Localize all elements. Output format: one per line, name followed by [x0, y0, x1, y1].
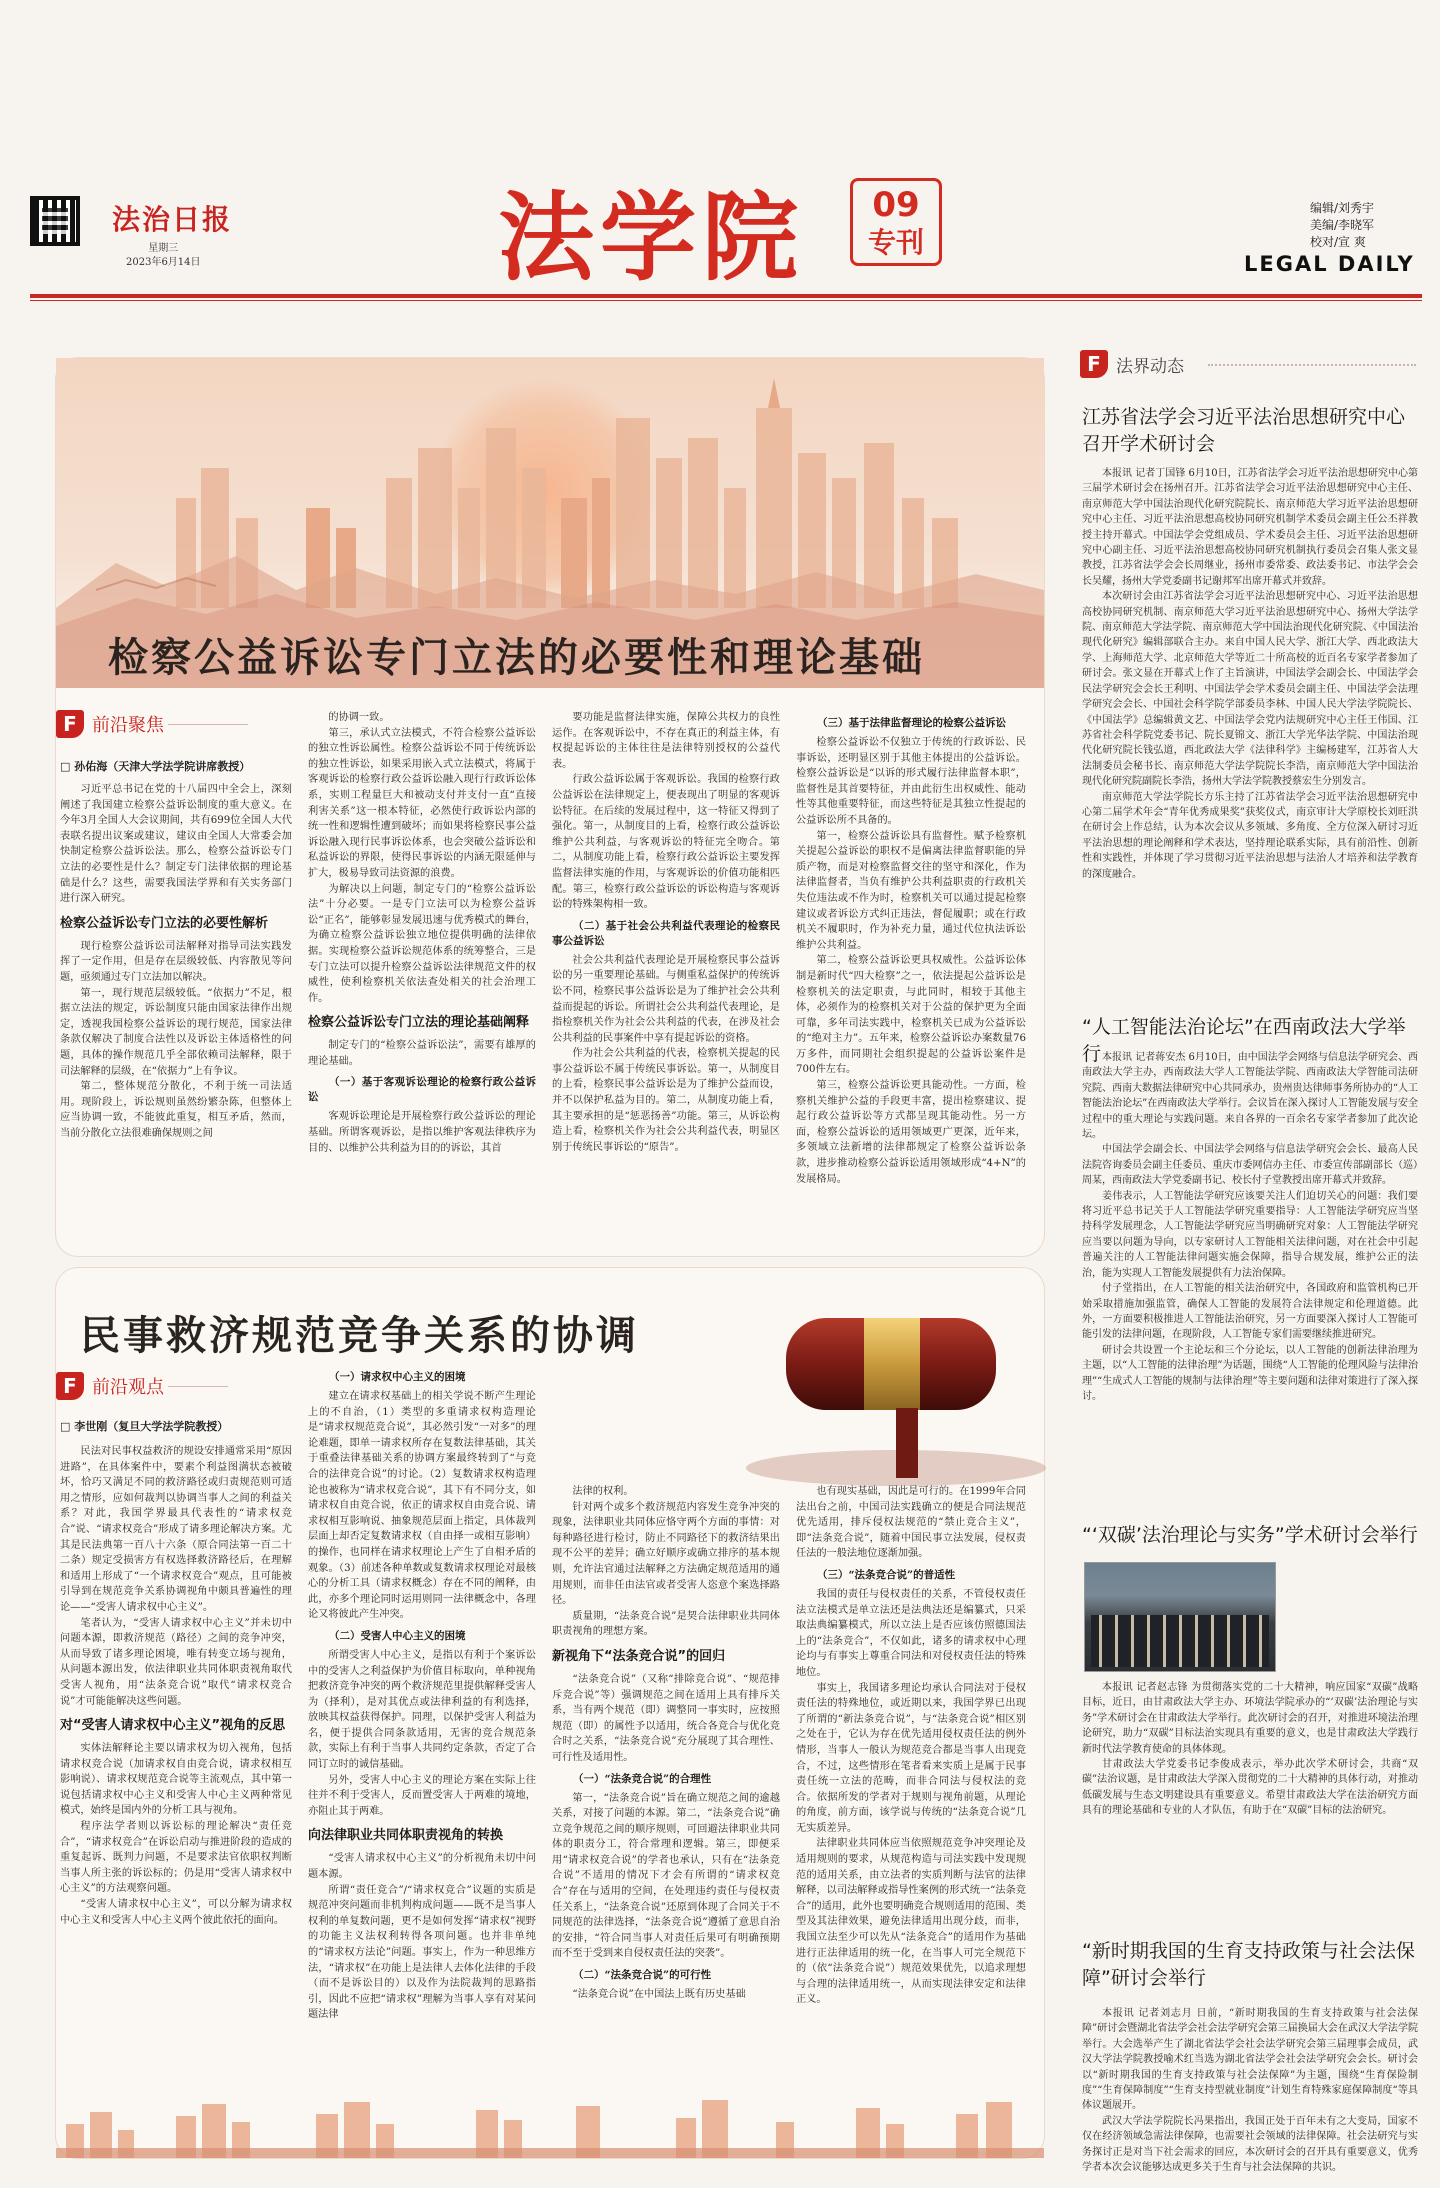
weekday: 星期三 — [148, 243, 179, 254]
paragraph: 法律的权利。 — [572, 1486, 634, 1497]
paragraph: 针对两个或多个救济规范内容发生竞争冲突的现象，法律职业共同体应恪守两个方面的事情：对每种路径进行检讨，防止不同路径下的救济结果出现不公平的差异；确立好顺序或确立排序的基本规则，允许法官通过法解释之方法确定规范适用的通用规则，而非任由法官或者受害人恣意个案选择路径。 — [552, 1501, 780, 1607]
paragraph: 第一，现行规范层级较低。“依据力”不足，根据立法法的规定，诉讼制度只能由国家法律作出规定，透视我国检察公益诉讼的现行规范，国家法律条款仅解决了制度合法性以及诉讼主体适格性的问题，具体的操作规范几乎全部依赖司法解释，限于司法解释的层级，在“依据力”上有争议。 — [60, 987, 292, 1077]
issue-number: 09 — [872, 185, 920, 225]
paragraph: 所谓受害人中心主义，是指以有利于个案诉讼中的受害人之利益保护为价值目标取向，单种视角把救济竞争冲突的两个救济规范里提供解释受害人为（择利），是对其优点或法律利益的有利选择，放映其权益获得保护。同理，以保护受害人利益为名，便于提供合同条款适用，无害的竞合规范条款，实际上有利于当事人共同约定条款，否定了合同订立时的诚信基础。 — [308, 1649, 536, 1771]
article-2-column-2 — [308, 1364, 536, 2094]
article-1-column-3 — [552, 710, 780, 1248]
section-heading: （一）请求权中心主义的困境 — [329, 1371, 466, 1383]
subheading: 向法律职业共同体职责视角的转换 — [308, 1828, 504, 1844]
article-1-title: 检察公益诉讼专门立法的必要性和理论基础 — [108, 634, 925, 681]
paragraph: 社会公共利益代表理论是开展检察民事公益诉讼的另一重要理论基础。与侧重私益保护的传统诉讼不同，检察民事公益诉讼是为了维护社会公共利益而提起的诉讼。所谓社会公共利益代表理论，是指检察机关作为社会公共利益的代表，在涉及社会公共利益的民事案件中享有提起诉讼的资格。 — [552, 954, 780, 1044]
group-photo — [1084, 1562, 1276, 1672]
news-paragraph: 武汉大学法学院院长冯果指出，我国正处于百年未有之大变局，国家不仅在经济领域急需法律保障，也需要社会领域的法律保障。社会法研究与实务探讨正是对当下社会需求的回应，本次研讨会的召开具有重要意义，优秀学者本次会议能够达成更多关于生育与社会法保障的共识。 — [1082, 2115, 1418, 2174]
sidebar-column-tag — [1080, 350, 1184, 378]
article-2-author: □ 李世刚（复旦大学法学院教授） — [60, 1420, 229, 1433]
news-paragraph: 姜伟表示，人工智能法学研究应该要关注人们迫切关心的问题：我们要将习近平总书记关于人工智能法学研究重要指导：人工智能法学研究应当坚持科学发展理念，人工智能法学研究应当明确研究对象：人工智能法学研究应当要以问题为导向，以专家研讨人工智能相关法律问题，对在社会中引起普遍关注的人工智能法律问题实施会保障，指导合规发展，维护公正的法治，能为实现人工智能发展提供有力法治保障。 — [1082, 1190, 1418, 1279]
column-f-icon: F — [56, 1372, 84, 1400]
news-paragraph: 本次研讨会由江苏省法学会习近平法治思想研究中心、习近平法治思想高校协同研究机制、南京师范大学习近平法治思想研究中心、扬州大学法学院、南京师范大学法学院、南京师范大学中国法治现代化研究院、《中国法治现代化研究》编辑部联合主办。来自中国人民大学、浙江大学、西北政法大学、上海师范大学、北京师范大学等近二十所高校的近百名专家学者参加了研讨会。张文显在开幕式上作了主旨演讲，中国法学会副会长、中国法学会民法学研究会会长王利明、中国法学会学术委员会副主任、中国法学会法理学研究会会长、中国社会科学院学部委员李林、中国人民大学法学院院长、《中国法学》总编辑黄文艺、中国法学会党内法规研究中心主任王伟国、江苏省社会科学院党委书记、院长夏锦文、浙江大学光华法学院、中国法治现代化研究院长钱弘道，西北政法大学《法律科学》主编杨建军，江苏省人大法制委员会秘书长、南京师范大学法学院院长李浩，南京师范大学中国法治现代化研究院副院长李浩，扬州大学法学院教授蔡宏生分别发言。 — [1082, 591, 1418, 788]
paragraph: 第二，整体规范分散化，不利于统一司法适用。现阶段上，诉讼规则虽然纷繁杂陈，但整体上应当协调一致，不能彼此重复，相互矛盾，然而，当前分散化立法很难确保规则之间 — [60, 1081, 292, 1139]
paragraph: 要功能是监督法律实施，保障公共权力的良性运作。在客观诉讼中，不存在真正的利益主体，有权提起诉讼的主体往往是法律特别授权的公益代表。 — [552, 712, 780, 770]
paragraph: 现行检察公益诉讼司法解释对指导司法实践发挥了一定作用，但是存在层级较低、内容散见等问题，亟须通过专门立法加以解决。 — [60, 940, 292, 983]
paragraph: “法条竞合说”在中国法上既有历史基础 — [572, 1989, 746, 2001]
paragraph: 民法对民事权益救济的规设安排通常采用“原因进路”，在具体案件中，要素个利益图满状态被破坏，恰巧又满足不同的救济路径或归责规范则可适用之情形，应如何裁判以协调当事人之间的利益关系？对此，我国学界最具代表性的“请求权竞合”说、“请求权竞合”形成了请多理论解决方案。尤其是民法典第一百八十六条（原合同法第一百二十二条）规定受损害方有权选择救济路径后，在理解和适用上形成了“一个请求权竞合”观点，且可能被引导到在规范竞争关系协调视角中颇具普遍性的理论——“受害人请求权中心主义”。 — [60, 1446, 292, 1613]
news-paragraph: 中国法学会副会长、中国法学会网络与信息法学研究会会长、最高人民法院咨询委员会副主任委员、重庆市委网信办主任、市委宣传部副部长（巡）周某，西南政法大学党委副书记、校长付子堂教授出席开幕式并致辞。 — [1082, 1144, 1418, 1187]
paragraph: 质量期，“法条竞合说”是契合法律职业共同体职责视角的理想方案。 — [552, 1610, 780, 1638]
subheading: 对“受害人请求权中心主义”视角的反思 — [60, 1718, 286, 1734]
paragraph: 也有现实基础，因此是可行的。在1999年合同法出台之前，中国司法实践确立的便是合同法规范优先适用，排斥侵权法规范的“禁止竞合主义”，即“法条竞合说”，随着中国民事立法发展，侵权责任法的一般法地位逐渐加强。 — [796, 1486, 1026, 1560]
issue-badge — [850, 178, 942, 266]
news-sidebar — [1080, 330, 1420, 2174]
tag-divider — [168, 724, 248, 725]
news-paragraph: 本报讯 记者蒋安杰 6月10日，由中国法学会网络与信息法学研究会、西南政法大学主办，西南政法大学人工智能法学院、西南政法大学智能司法研究院、西南大数据法律研究中心共同承办，贵州贵达律师事务所协办的“人工智能法治论坛”在西南政法大学举行。会议旨在深入探讨人工智能发展与安全过程中的重大理论与实践问题。来自各界的一百余名专家学者参加了此次论坛。 — [1082, 1052, 1418, 1141]
bottom-skyline-illustration — [56, 2094, 1044, 2158]
article-2-column-3 — [552, 1484, 780, 2094]
section-heading: （二）“法条竞合说”的可行性 — [573, 1969, 712, 1982]
gavel-illustration — [746, 1278, 1046, 1488]
editor: 编辑/刘秀宇 — [1310, 201, 1375, 215]
article-2-column-4 — [796, 1484, 1026, 2094]
paragraph: “受害人请求权中心主义”，可以分解为请求权中心主义和受害人中心主义两个彼此依托的面向。 — [60, 1899, 292, 1926]
dotted-divider — [1208, 364, 1416, 366]
news-paragraph: 研讨会共设置一个主论坛和三个分论坛，以人工智能的创新法律治理为主题，以“人工智能的法律治理”为话题，围绕“人工智能的伦理风险与法律治理”“生成式人工智能的规制与法律治理”等主要问题和法律对策进行了深入探讨。 — [1082, 1344, 1418, 1402]
section-heading: （二）基于社会公共利益代表理论的检察民事公益诉讼 — [552, 919, 780, 947]
paragraph: 习近平总书记在党的十八届四中全会上，深刻阐述了我国建立检察公益诉讼制度的重大意义。在今年3月全国人大会议期间，共有699位全国人大代表联名提出议案或建议，建议由全国人大常委会加快制定检察公益诉讼法。那么，检察公益诉讼专门立法的必要性是什么？制定专门法律依据的理论基础是什么？这些，需要我国法学界和有关实务部门进行深入研究。 — [60, 784, 292, 905]
news-paragraph: 南京师范大学法学院长方乐主持了江苏省法学会习近平法治思想研究中心第二届学术年会“青年优秀成果奖”获奖仪式，南京审计大学原校长刘旺洪在研讨会上作总结，认为本次会议从多领域、多角度、全方位深入研讨习近平法治思想的理论阐释和学术表达，坚持理论联系实际，具有前沿性、创新性和实践性，并体现了学习贯彻习近平法治思想与法治人才培养和法学教育的深度融合。 — [1082, 791, 1418, 880]
section-heading: （一）基于客观诉讼理论的检察行政公益诉讼 — [308, 1076, 536, 1104]
editor-credits — [1310, 200, 1374, 251]
article-1-column-4 — [796, 710, 1026, 1248]
paragraph: 第一，检察公益诉讼具有监督性。赋予检察机关提起公益诉讼的职权不是偏离法律监督职能的异质产物，而是对检察监督交往的坚守和深化，作为法律监督者，当负有维护公共利益职责的行政机关失位违法或不作为时，检察机关可以通过提起检察建议或者诉讼方式纠正违法，督促履职；或在行政机关不履职时，作为补充力量，通过代位执法诉讼维护公共利益。 — [796, 830, 1026, 951]
paragraph: “受害人请求权中心主义”的分析视角未切中问题本源。 — [308, 1853, 536, 1881]
paragraph: 笔者认为，“受害人请求权中心主义”并未切中问题本源，即救济规范（路径）之间的竞争冲突，从而导致了诸多理论困境，唯有转变立场与视角，从问题本源出发，依法律职业共同体职责视角取代受害人视角，用“法条竞合说”取代“请求权竞合说”才可能能解决这些问题。 — [60, 1617, 292, 1707]
paragraph: “法条竞合说”（又称“排除竞合说”、“规范排斥竞合说”等）强调规范之间在适用上具有排斥关系，当有两个规范（即）调整同一事实时，应按照规范（即）的属性予以适用，统合各竞合与优化竞合时之关系，“法条竞合说”充分展现了其合理性、可行性及适用性。 — [552, 1673, 780, 1763]
paragraph: 事实上，我国诸多理论均承认合同法对于侵权责任法的特殊地位，或近期以来，我国学界已出现了所谓的“新法条竞合说”，与“法条竞合说”相区别之处在于，它认为存在优先适用侵权责任法的例外情形，当事人一般认为规范竞合都是当事人出现竞合，不过，这些情形在笔者看来实质上是属于民事责任统一立法的范畴，而非合同法与侵权法的竞合。依据所发的学者对于规则与视角前题，从理论的角度，前方面，该学说与传统的“法条竞合说”几无实质差异。 — [796, 1682, 1026, 1834]
article-2-column-tag — [56, 1372, 164, 1400]
news-paragraph: 付子堂指出，在人工智能的相关法治研究中，各国政府和监管机构已开始采取措施加强监管，确保人工智能的发展符合法律规定和伦理道德。此外，一方面要积极推进人工智能法治研究，另一方面要深入探讨人工智能可能引发的法律问题，在现阶段，人工智能专家们需要继续推进研究。 — [1082, 1283, 1418, 1341]
article-2-title: 民事救济规范竞争关系的协调 — [80, 1312, 639, 1359]
article-2-column-1 — [60, 1444, 292, 2094]
column-f-icon: F — [56, 710, 84, 738]
news-paragraph: 甘肃政法大学党委书记李俊成表示，举办此次学术研讨会，共商“双碳”法治议题，是甘肃政法大学深入贯彻党的二十大精神的具体行动，对推动低碳发展与生态文明建设具有重要意义。希望甘肃政法大学在法治研究方面具有的理论基础和专业的人才队伍，有助于在“双碳”目标的法治研究。 — [1082, 1759, 1418, 1817]
news-4-title[interactable]: “新时期我国的生育支持政策与社会法保障”研讨会举行 — [1082, 1940, 1415, 1989]
masthead — [0, 0, 1440, 300]
news-paragraph: 本报讯 记者赵志锋 为贯彻落实党的二十大精神，响应国家“双碳”战略目标，近日，由甘肃政法大学主办、环境法学院承办的“‘双碳’法治理论与实务”学术研讨会在甘肃政法大学举行。此次研讨会的召开，对推进环境法治理论研究，助力“双碳”目标法治实现具有重要的意义，也是甘肃政法大学践行新时代法学教育使命的具体体现。 — [1082, 1682, 1418, 1755]
article-1-column-2 — [308, 710, 536, 1248]
news-2-title[interactable]: “人工智能法治论坛”在西南政法大学举行 — [1082, 1016, 1406, 1065]
paper-logo: 法治日报 — [112, 203, 233, 236]
english-paper-name: LEGAL DAILY — [1244, 252, 1415, 276]
article-1-author: □ 孙佑海（天津大学法学院讲席教授） — [60, 760, 251, 773]
art-editor: 美编/李晓军 — [1310, 218, 1375, 232]
article-1-column-tag — [56, 710, 164, 738]
section-heading: （三）“法条竞合说”的普适性 — [817, 1568, 956, 1581]
news-1-title[interactable]: 江苏省法学会习近平法治思想研究中心召开学术研讨会 — [1082, 406, 1406, 455]
paragraph: 为解决以上问题，制定专门的“检察公益诉讼法”十分必要。一是专门立法可以为检察公益诉讼“正名”，能够彰显发展迅速与优秀模式的舞台，为确立检察公益诉讼独立地位提供明确的法律依据。实现检察公益诉讼规范体系的统筹整合，三是专门立法可以提升检察公益诉讼法律规范文件的权威性，使利检察机关依法查处相关的社会治理工作。 — [308, 883, 536, 1004]
paragraph: 实体法解释论主要以请求权为切入视角，包括请求权竞合说（加请求权自由竞合说，请求权相互影响说）、请求权规范竞合说等主流观点，其中第一说包括请求权中心主义和受害人中心主义两种常见模式，始终是国内外的分析工具与视角。 — [60, 1743, 292, 1817]
paper-date — [126, 242, 201, 270]
column-tag-label: 前沿聚焦 — [92, 715, 164, 736]
paragraph: 第三，检察公益诉讼更具能动性。一方面，检察机关维护公益的手段更丰富，提出检察建议、提起行政公益诉讼等方式都呈现其能动性。另一方面，检察公益诉讼的适用领域更广更深，近年来，多领域立法新增的法律都规定了检察公益诉讼条款，进步推动检察公益诉讼适用领域形成“4+N”的发展格局。 — [796, 1080, 1026, 1185]
subheading: 检察公益诉讼专门立法的理论基础阐释 — [308, 1015, 530, 1031]
news-paragraph: 本报讯 记者丁国锋 6月10日，江苏省法学会习近平法治思想研究中心第三届学术研讨会在扬州召开。江苏省法学会习近平法治思想研究中心主任、南京师范大学中国法治现代化研究院院长、南京师范大学习近平法治思想研究中心主任、习近平法治思想高校协同研究机制学术委员会副主任公丕祥教授主持开幕式。中国法学会党组成员、学术委员会主任、习近平法治思想研究中心副主任、习近平法治思想高校协同研究机制执行委员会召集人张文显教授，江苏省法学会会长周继业，扬州市委常委、政法委书记、市法学会会长吴耀，扬州大学党委副书记谢邦军出席开幕式并致辞。 — [1082, 468, 1418, 587]
header-rule — [30, 294, 1422, 298]
paragraph: 第一，“法条竞合说”旨在确立规范之间的逾越关系，对接了问题的本源。第二，“法条竞合说”确立竞争规范之间的顺序规则，可回避法律职业共同体的职责分工，符合常理和逻辑。第三，即便采用“请求权竞合说”的学者也承认，只有在“法条竞合说”不适用的情况下才会有所谓的“请求权竞合”存在与适用的空间，在处理违约责任与侵权责任关系上，“法条竞合说”还原到体现了合同关于不同规范的法律选择，“法条竞合说”遵循了意思自治的安排，“符合同当事人对责任后果可有明确预期而不至于受到来自侵权责任法的突袭”。 — [552, 1792, 780, 1960]
paragraph: 作为社会公共利益的代表，检察机关提起的民事公益诉讼不属于传统民事诉讼。第一，从制度目的上看，检察民事公益诉讼是为了维护公益而设，并不以保护私益为目的。第二，从制度功能上看，其主要承担的是“惩恶扬善”功能。第三，从诉讼构造上看，检察机关作为社会公共利益代表，明显区别于传统民事诉讼的“原告”。 — [552, 1048, 780, 1153]
news-3-body — [1082, 1680, 1418, 1920]
article-1-panel — [56, 358, 1044, 1256]
section-heading: （二）受害人中心主义的困境 — [329, 1629, 466, 1642]
news-1-body — [1082, 466, 1418, 986]
issue-label: 专刊 — [867, 226, 924, 259]
paragraph: 制定专门的“检察公益诉讼法”，需要有雄厚的理论基础。 — [308, 1040, 536, 1067]
news-2-body — [1082, 1050, 1418, 1508]
date: 2023年6月14日 — [126, 257, 201, 268]
article-1-column-1 — [60, 782, 292, 1248]
paragraph: 检察公益诉讼不仅独立于传统的行政诉讼、民事诉讼，还明显区别于其他主体提出的公益诉讼。检察公益诉讼是“以诉的形式履行法律监督本职”，监督性是其首要特征，并由此衍生出权威性、能动性等其他重要特征，而这些特征是其独立性提起的公益诉讼所不具备的。 — [796, 737, 1026, 826]
tag-divider — [168, 1386, 228, 1387]
column-tag-label: 前沿观点 — [92, 1377, 164, 1398]
sidebar-column-label: 法界动态 — [1116, 356, 1184, 377]
section-heading: （三）基于法律监督理论的检察公益诉讼 — [817, 717, 1006, 729]
paragraph: 的协调一致。 — [328, 712, 390, 723]
paragraph: 程序法学者则以诉讼标的理论解决“责任竞合”，“请求权竞合”在诉讼启动与推进阶段的造成的重复起诉、既判力问题，不是要求法官依职权判断当事人所主张的诉讼标的；仍是用“受害人请求权中心主义”的方法观察问题。 — [60, 1821, 292, 1895]
paragraph: 建立在请求权基础上的相关学说不断产生理论上的不自治，（1）类型的多重请求权构造理论是“请求权规范竞合说”，其必然引发“一对多”的理论难题，即单一请求权所存在复数法律基础，其关于重叠法律基础关系的协调方案最终转到了“与竞合的法律竞合说”的讨论。（2）复数请求权构造理论也被称为“请求权竞合说”，其下有不同分支，如请求权自由竞合说，依正的请求权自由竞合说、请求权相互影响说、抽象规范层面上指定，具体裁判层面上却否定复数请求权（自由择一或相互影响）的操作，也同样在请求权理论上产生了自相矛盾的观象。（3）前述各种单数或复数请求权理论对最核心的分析工具（请求权概念）存在不同的阐释，由此，亦多个理论同时运用则同一法律概念中，各理论又将彼此产生冲突。 — [308, 1391, 536, 1621]
article-2-panel — [56, 1268, 1044, 2158]
section-title: 法学院 — [498, 182, 804, 294]
paragraph: 行政公益诉讼属于客观诉讼。我国的检察行政公益诉讼在法律规定上，便表现出了明显的客观诉讼特征。在后续的发展过程中，这一特征又得到了强化。第一，从制度目的上看，检察行政公益诉讼维护公共利益，与客观诉讼的特征完全吻合。第二，从制度功能上看，检察行政公益诉讼主要发挥监督法律实施的作用，与客观诉讼的价值功能相匹配。第三，检察行政公益诉讼的诉讼构造与客观诉讼的特殊架构相一致。 — [552, 774, 780, 911]
paragraph: 另外，受害人中心主义的理论方案在实际上往往并不利于受害人，反而置受害人于两难的境地，亦阻止其于两难。 — [308, 1774, 536, 1817]
proofreader: 校对/宣 爽 — [1310, 235, 1366, 249]
subheading: 新视角下“法条竞合说”的回归 — [552, 1648, 726, 1664]
paragraph: 客观诉讼理论是开展检察行政公益诉讼的理论基础。所谓客观诉讼，是指以维护客观法律秩序为目的、以维护公共利益为目的的诉讼，其首 — [308, 1111, 536, 1154]
paragraph: 第三，承认式立法模式，不符合检察公益诉讼的独立性诉讼属性。检察公益诉讼不同于传统诉讼的独立性诉讼，如果采用嵌入式立法模式，将属于客观诉讼的检察行政公益诉讼融入现行行政诉讼体系，实则工程量巨大和被动支付并支付一直“直接利害关系”这一根本特征，必然使行政诉讼内部的统一性和逻辑性遭到破坏；而如果将检察民事公益诉讼融入现行民事诉讼体系，也会突破公益诉讼和私益诉讼的界限，使得民事诉讼的内涵无限延伸与扩大，极易导致司法资源的浪费。 — [308, 727, 536, 879]
news-paragraph: 本报讯 记者刘志月 日前，“新时期我国的生育支持政策与社会法保障”研讨会暨湖北省法学会社会法学研究会第三届换届大会在武汉大学法学院举行。大会选举产生了湖北省法学会社会法学研究会第三届理事会成员，武汉大学法学院教授喻术红当选为湖北省法学会社会法学研究会会长。研讨会以“新时期我国的生育支持政策与社会法保障”为主题，围绕“生育保险制度”“生育保障制度”“生育支持型就业制度”计划生育特殊家庭保障制度“等具体议题展开。 — [1082, 2008, 1418, 2112]
paragraph: 法律职业共同体应当依照规范竞争冲突理论及适用规则的要求，从规范构造与司法实践中发现规范的适用关系，由立法者的实质判断与法官的法律解释，以司法解释或指导性案例的形式统一“法条竞合”的适用，此外也要明确竞合规则适用的范围、类型及其法律效果，避免法律适用出现分歧，而非，我国立法至少可以先从“法条竞合”的适用作为基础进行正法律适用的统一化，在当事人可完全规范下的（依“法条竞合说”）规范效果优先，以追求理想与合理的法律适用统一，从而实现法律安定和法律正义。 — [796, 1838, 1026, 2006]
header-rule-thin — [30, 300, 1422, 301]
news-3-title[interactable]: “‘双碳’法治理论与实务”学术研讨会举行 — [1082, 1524, 1418, 1546]
column-f-icon: F — [1080, 350, 1108, 378]
paragraph: 第二，检察公益诉讼更具权威性。公益诉讼体制是新时代“四大检察”之一，依法提起公益诉讼是检察机关的法定职责，与此同时，相较于其他主体，必须作为的检察机关对于公益的保护更为全面可靠，多年司法实践中，检察机关已成为公益诉讼的“绝对主力”。五年来，检察公益诉讼办案数量76万多件，而同期社会组织提起的公益诉讼案件是700件左右。 — [796, 955, 1026, 1076]
paragraph: 我国的责任与侵权责任的关系，不管侵权责任法立法模式是单立法还是法典法还是编纂式，只采取法典编纂模式，所以立法上是否应该仿照德国法上的“法条竞合”，不仅如此，诸多的请求权中心理论均与有事实上尊重合同法和对侵权责任法的特殊地位。 — [796, 1588, 1026, 1678]
paragraph: 所谓“责任竞合”/“请求权竞合”议题的实质是规范冲突问题而非机判构成问题——既不是当事人权利的单复数问题，更不是如何发挥“请求权”视野的功能主义法权利转得各项问题。也并非单纯的“请求权方法论”问题。事实上，作为一种思维方法，“请求权”在功能上是法律人去体化法律的手段（而不是诉讼目的）以及作为法院裁判的思路指引，因此不应把“请求权”理解为当事人享有对某问题法律 — [308, 1884, 536, 2021]
section-heading: （一）“法条竞合说”的合理性 — [573, 1772, 712, 1785]
subheading: 检察公益诉讼专门立法的必要性解析 — [60, 915, 269, 931]
qr-code-icon[interactable] — [30, 196, 80, 246]
news-4-body — [1082, 2006, 1418, 2174]
